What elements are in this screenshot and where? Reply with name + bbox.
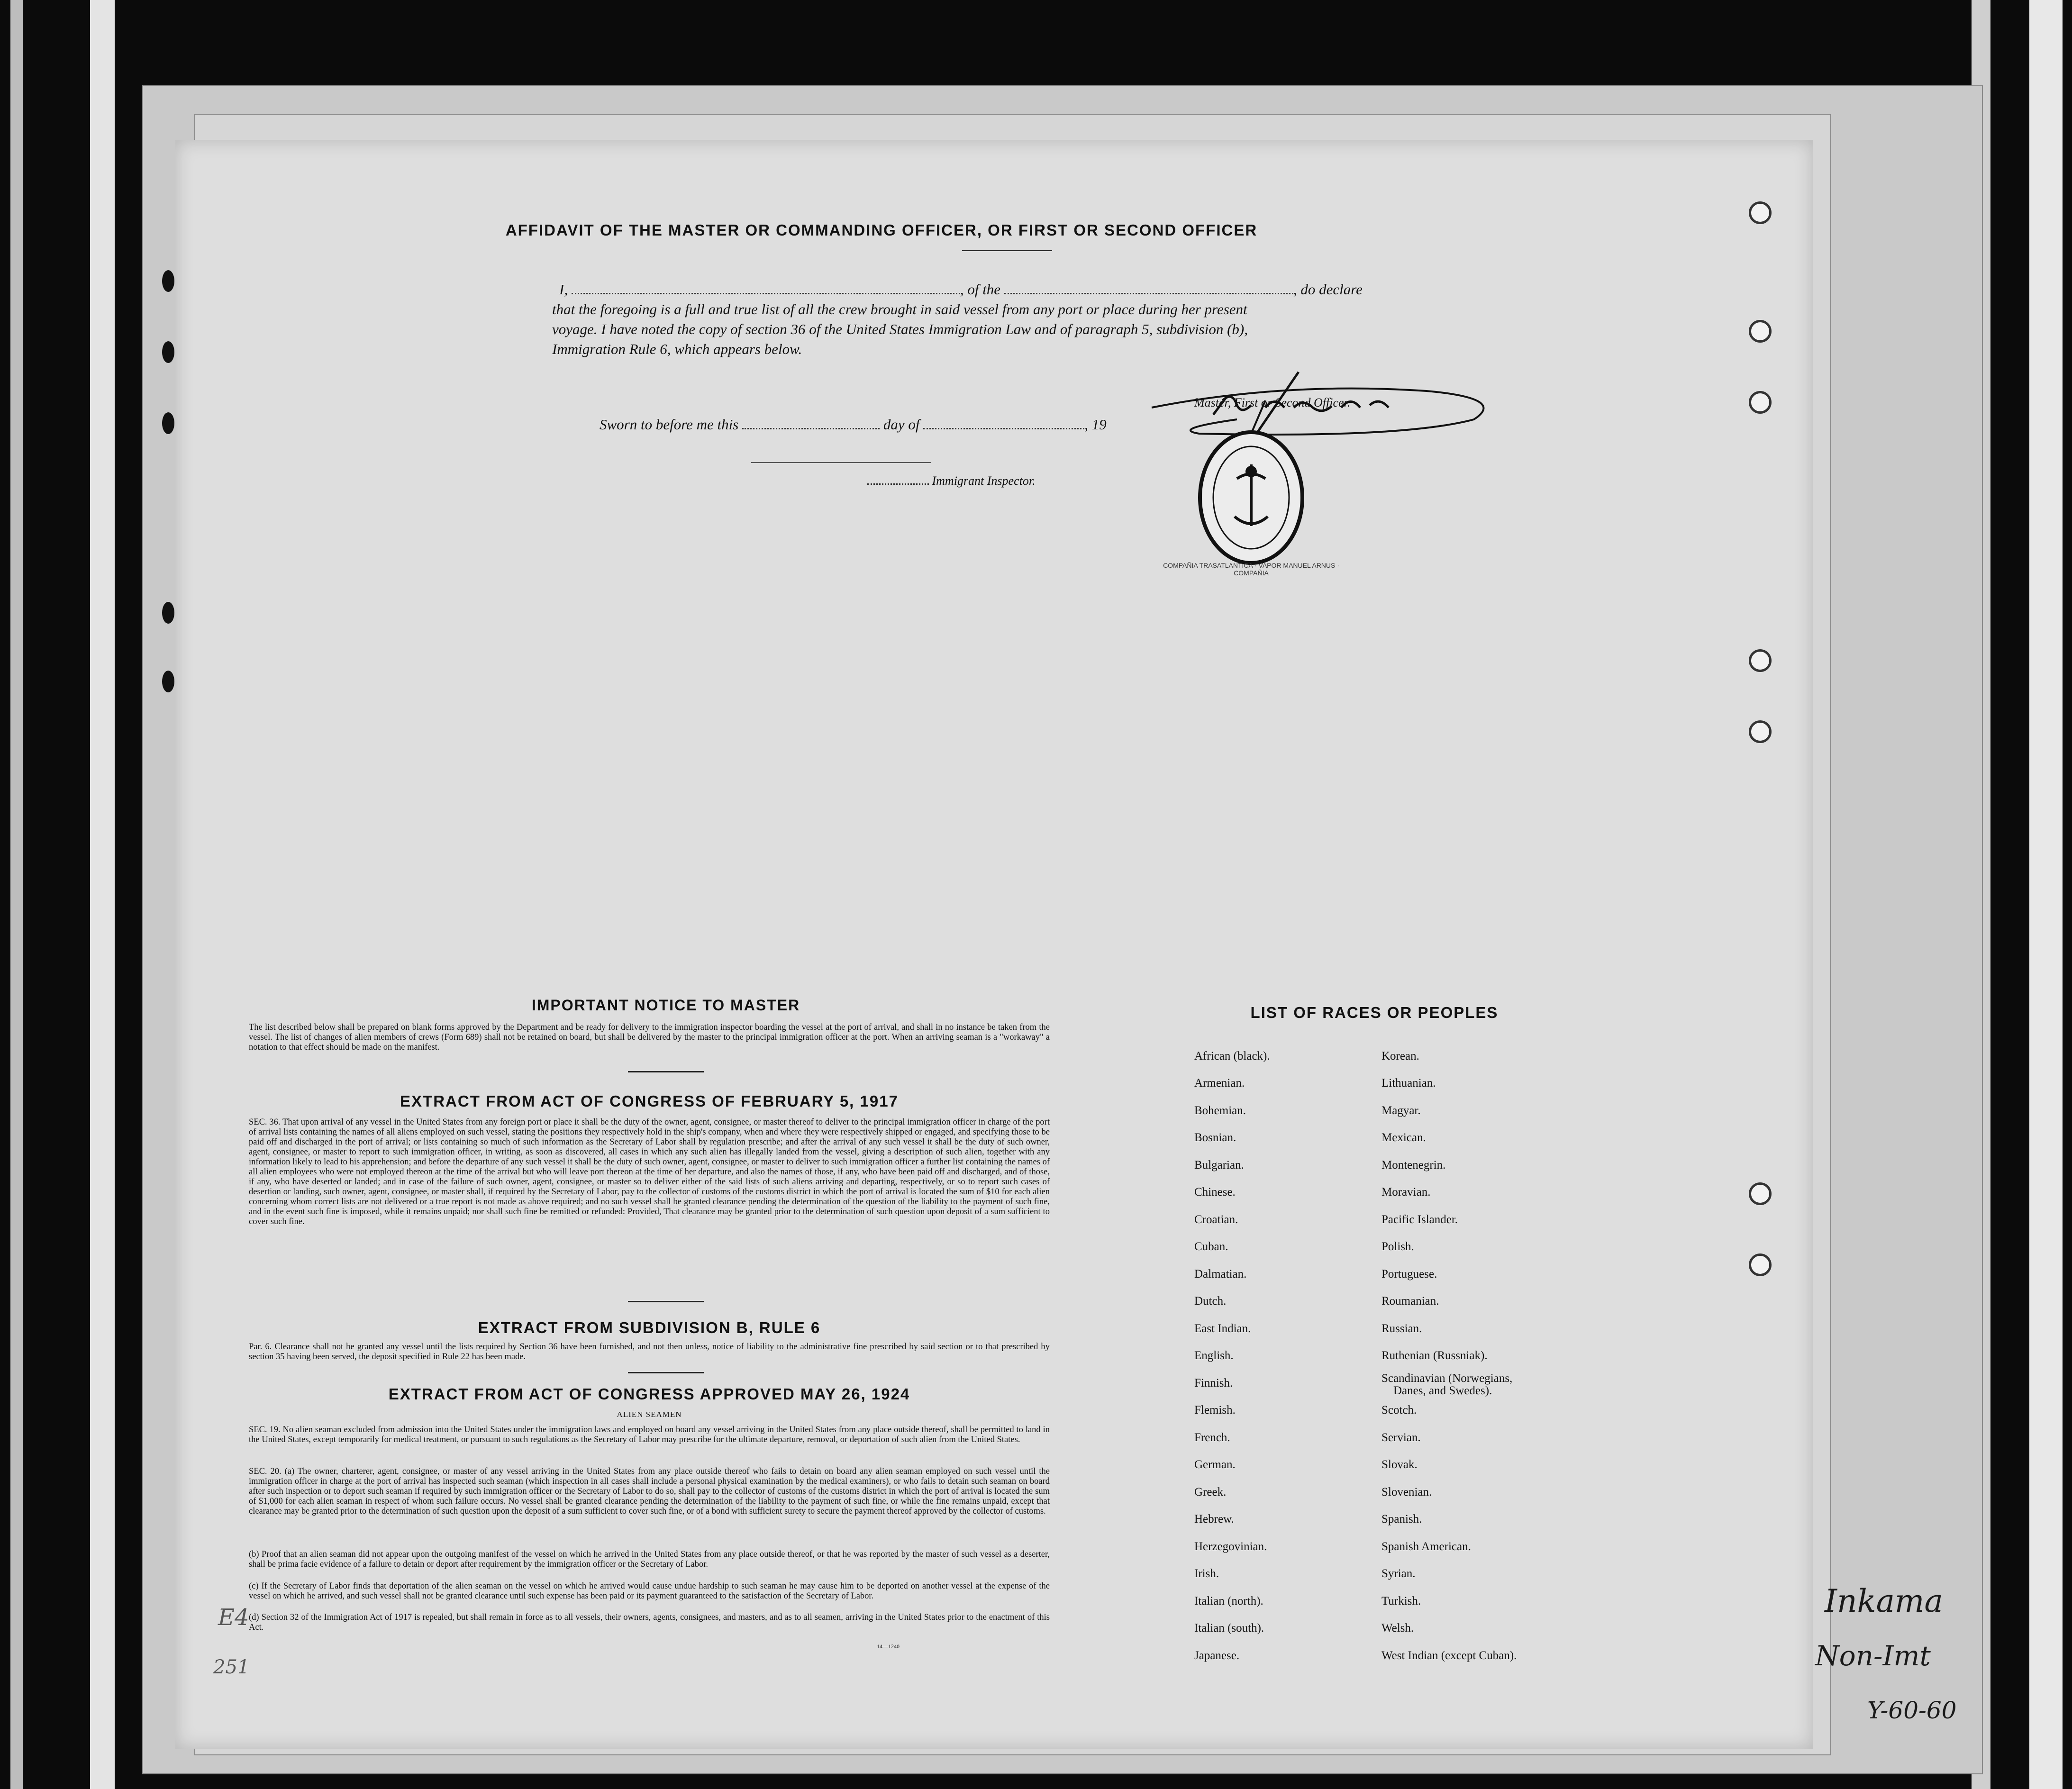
race-item: Roumanian. (1381, 1295, 1439, 1308)
race-item: Greek. (1194, 1486, 1227, 1498)
race-item: Armenian. (1194, 1077, 1245, 1090)
race-item: Lithuanian. (1381, 1077, 1436, 1090)
race-item: West Indian (except Cuban). (1381, 1649, 1517, 1662)
race-item: African (black). (1194, 1050, 1270, 1063)
handwritten-note: E4 (218, 1604, 249, 1631)
binder-hole (162, 270, 174, 292)
form-number: 14—1240 (877, 1643, 900, 1650)
extract-1924-title: EXTRACT FROM ACT OF CONGRESS APPROVED MAY 26, 1924 (388, 1385, 910, 1403)
race-item: Dutch. (1194, 1295, 1227, 1308)
race-item: Magyar. (1381, 1104, 1421, 1117)
extract-1924-sec20c: (c) If the Secretary of Labor finds that deportation of the alien seaman on the vessel on which he arrived would cause undue hardship to such seaman he may cause him to be deported on another vessel at the expense of the vessel on which he arrived, and such vessel shall not be granted clearance until such expense has been paid or its payment guaranteed to the satisfaction of the Secretary of Labor. (249, 1581, 1050, 1601)
race-item: Bosnian. (1194, 1131, 1236, 1144)
extract-1924-sec20b: (b) Proof that an alien seaman did not appear upon the outgoing manifest of the vessel on which he arrived in the United States from any place outside thereof, or that he was reported by the master of such vessel as a deserter, shall be prima facie evidence of a failure to detain or deport after requirement by the immigration officer or the Secretary of Labor. (249, 1550, 1050, 1569)
extract-1924-sec19: SEC. 19. No alien seaman excluded from admission into the United States under the immigration laws and employed on board any vessel arriving in the United States from any place outside thereof, shall be permitted to land in the United States, except temporarily for medical treatment, or pursuant to such regulations as the Secretary of Labor may prescribe for the ultimate departure, removal, or deportation of such alien from the United States. (249, 1425, 1050, 1444)
handwritten-note: Inkama (1825, 1583, 1943, 1619)
handwritten-note: 251 (213, 1656, 250, 1678)
affidavit-title: AFFIDAVIT OF THE MASTER OR COMMANDING OFFICER, OR FIRST OR SECOND OFFICER (505, 221, 1258, 239)
vessel-blank (1004, 283, 1293, 294)
race-item: Chinese. (1194, 1186, 1236, 1199)
extract-1917-body: SEC. 36. That upon arrival of any vessel in the United States from any foreign port or place it shall be the duty of the owner, agent, consignee, or master thereof to deliver to the principal immigration officer in charge of the port of arrival lists containing the names of all aliens employed on such vessel, stating the positions they respectively hold in the ship's company, when and where they were respectively shipped or engaged, and specifying those to be paid off and discharged in the port of arrival; or lists containing so much of such information as the Secretary of Labor shall by regulation prescribe; and after the arrival of any such vessel it shall be the duty of such owner, agent, consignee, or master to report to such immigration officer, in writing, as soon as discovered, all cases in which any such alien has illegally landed from the vessel, giving a description of such alien, together with any information likely to lead to his apprehension; and before the departure of any such vessel it shall be the duty of such owner, agent, consignee, or master to deliver to such immigration officer a further list containing the names of all alien employees who were not employed thereon at the time of the arrival but who will leave port thereon at the time of her departure, and also the names of those, if any, who have been paid off and discharged, and of those, if any, who have deserted or landed; and in case of the failure of such owner, agent, consignee, or master so to deliver either of the said lists of such aliens arriving and departing, respectively, or so to report such cases of desertion or landing, such owner, agent, consignee, or master shall, if required by the Secretary of Labor, pay to the collector of customs of the customs district in which the port of arrival is located the sum of $10 for each alien concerning whom correct lists are not delivered or a true report is not made as above required; and no such vessel shall be granted clearance pending the determination of the question of the liability to the payment of such fine, and in the event such fine is imposed, while it remains unpaid; nor shall such fine be remitted or refunded: Provided, That clearance may be granted prior to the determination of such question upon deposit of a sum sufficient to cover such fine. (249, 1117, 1050, 1226)
race-item: Cuban. (1194, 1240, 1228, 1253)
race-item: Scandinavian (Norwegians, (1381, 1372, 1513, 1385)
race-item: Spanish. (1381, 1513, 1422, 1526)
declaration-line-4: Immigration Rule 6, which appears below. (552, 341, 802, 357)
inspector-blank (867, 477, 929, 485)
sworn-line: Sworn to before me this day of , 19 (600, 416, 1107, 433)
declaration-line-2: that the foregoing is a full and true list of all the crew brought in said vessel from any port or place during her present (552, 301, 1247, 318)
extract-1924-subtitle: ALIEN SEAMEN (617, 1410, 682, 1419)
race-item: Italian (north). (1194, 1595, 1263, 1607)
race-item: Turkish. (1381, 1595, 1421, 1607)
race-item: English. (1194, 1349, 1234, 1362)
inspector-caption: Immigrant Inspector. (867, 474, 1036, 488)
extract-rule6-title: EXTRACT FROM SUBDIVISION B, RULE 6 (478, 1319, 821, 1336)
race-item: Italian (south). (1194, 1622, 1264, 1635)
company-stamp (1194, 427, 1308, 569)
binder-hole (162, 671, 174, 692)
race-item: Bohemian. (1194, 1104, 1246, 1117)
race-item: Montenegrin. (1381, 1159, 1446, 1171)
race-item: Korean. (1381, 1050, 1419, 1063)
stamp-text: COMPAÑIA TRASATLANTICA · VAPOR MANUEL ARNUS · COMPAÑIA (1163, 562, 1339, 577)
race-item: Pacific Islander. (1381, 1213, 1458, 1226)
section-rule (628, 1301, 704, 1302)
declaration-line-3: voyage. I have noted the copy of section 36 of the United States Immigration Law and of paragraph 5, subdivision (b), (552, 321, 1248, 337)
extract-rule6-body: Par. 6. Clearance shall not be granted any vessel until the lists required by Section 36 have been furnished, and not then unless, notice of liability to the administrative fine prescribed by said section or to that prescribed by section 35 having been served, the deposit specified in Rule 22 has been made. (249, 1342, 1050, 1362)
ring-hole (1749, 320, 1772, 343)
handwritten-note: Non-Imt (1815, 1640, 1931, 1672)
binder-hole (162, 412, 174, 434)
handwritten-note: Y-60-60 (1867, 1697, 1957, 1724)
race-item: Dalmatian. (1194, 1268, 1247, 1280)
race-item: French. (1194, 1431, 1230, 1444)
day-blank (742, 418, 880, 429)
race-item: Irish. (1194, 1567, 1219, 1580)
month-blank (923, 418, 1084, 429)
race-item: German. (1194, 1458, 1236, 1471)
race-item: Danes, and Swedes). (1393, 1384, 1492, 1397)
race-item: Japanese. (1194, 1649, 1240, 1662)
race-item: Flemish. (1194, 1404, 1236, 1417)
race-item: Herzegovinian. (1194, 1540, 1267, 1553)
race-item: Servian. (1381, 1431, 1421, 1444)
races-left-column (1194, 1050, 1384, 1666)
notice-title: IMPORTANT NOTICE TO MASTER (531, 997, 800, 1014)
race-item: Spanish American. (1381, 1540, 1471, 1553)
ring-hole (1749, 391, 1772, 414)
race-item: Croatian. (1194, 1213, 1238, 1226)
ring-hole (1749, 720, 1772, 743)
ring-hole (1749, 649, 1772, 672)
race-item: Moravian. (1381, 1186, 1431, 1199)
race-item: Mexican. (1381, 1131, 1426, 1144)
title-rule (962, 250, 1052, 251)
section-rule (628, 1071, 704, 1072)
races-right-column (1381, 1050, 1618, 1666)
race-item: Slovenian. (1381, 1486, 1432, 1498)
race-item: East Indian. (1194, 1322, 1251, 1335)
race-item: Syrian. (1381, 1567, 1416, 1580)
ring-hole (1749, 1253, 1772, 1276)
film-edge-right (2029, 0, 2063, 1789)
name-blank (572, 283, 960, 294)
binder-hole (162, 341, 174, 363)
extract-1924-sec20a: SEC. 20. (a) The owner, charterer, agent, consignee, or master of any vessel arriving in the United States from any place outside thereof who fails to detain on board any alien seaman employed on such vessel until the immigration officer in charge at the port of arrival has inspected such seaman (which inspection in all cases shall include a personal physical examination by the medical examiners), or who fails to detain such seaman on board after such inspection or to deport such seaman if required by such immigration officer or the Secretary of Labor to do so, shall pay to the collector of customs of the customs district in which the port of arrival is located the sum of $1,000 for each alien seaman in respect of whom such failure occurs. No vessel shall be granted clearance pending the determination of the liability to the payment of such fine, or while the fine remains unpaid, except that clearance may be granted prior to the determination of such question upon the deposit of a sum sufficient to cover such fine, or of a bond with sufficient surety to secure the payment thereof approved by the collector of customs. (249, 1467, 1050, 1516)
extract-1924-sec20d: (d) Section 32 of the Immigration Act of 1917 is repealed, but shall remain in force as to all vessels, their owners, agents, consignees, and masters, and as to all seamen, arriving in the United States prior to the enactment of this Act. (249, 1613, 1050, 1632)
manifest-back-page (175, 140, 1813, 1749)
master-caption: Master, First or Second Officer. (1194, 396, 1351, 409)
film-edge-left-inner (90, 0, 115, 1789)
race-item: Polish. (1381, 1240, 1414, 1253)
ring-hole (1749, 201, 1772, 224)
binder-hole (162, 602, 174, 624)
race-item: Bulgarian. (1194, 1159, 1244, 1171)
inspector-line (751, 462, 931, 463)
races-title: LIST OF RACES OR PEOPLES (1250, 1004, 1499, 1021)
race-item: Russian. (1381, 1322, 1422, 1335)
declaration-line-1: I, , of the , do declare (559, 281, 1363, 298)
ring-hole (1749, 1182, 1772, 1205)
section-rule (628, 1372, 704, 1373)
film-edge-left (10, 0, 23, 1789)
notice-body: The list described below shall be prepared on blank forms approved by the Department and be ready for delivery to the immigration inspector boarding the vessel at the port of arrival, and shall in no instance be taken from the vessel. The list of changes of alien members of crews (Form 689) shall not be retained on board, but shall be delivered by the master to the principal immigration officer at the port. When an arriving seaman is a "workaway" a notation to that effect should be made on the manifest. (249, 1023, 1050, 1052)
race-item: Ruthenian (Russniak). (1381, 1349, 1488, 1362)
race-item: Finnish. (1194, 1377, 1233, 1389)
race-item: Portuguese. (1381, 1268, 1437, 1280)
extract-1917-title: EXTRACT FROM ACT OF CONGRESS OF FEBRUARY 5, 1917 (400, 1092, 899, 1110)
race-item: Scotch. (1381, 1404, 1417, 1417)
race-item: Welsh. (1381, 1622, 1414, 1635)
race-item: Slovak. (1381, 1458, 1418, 1471)
race-item: Hebrew. (1194, 1513, 1234, 1526)
